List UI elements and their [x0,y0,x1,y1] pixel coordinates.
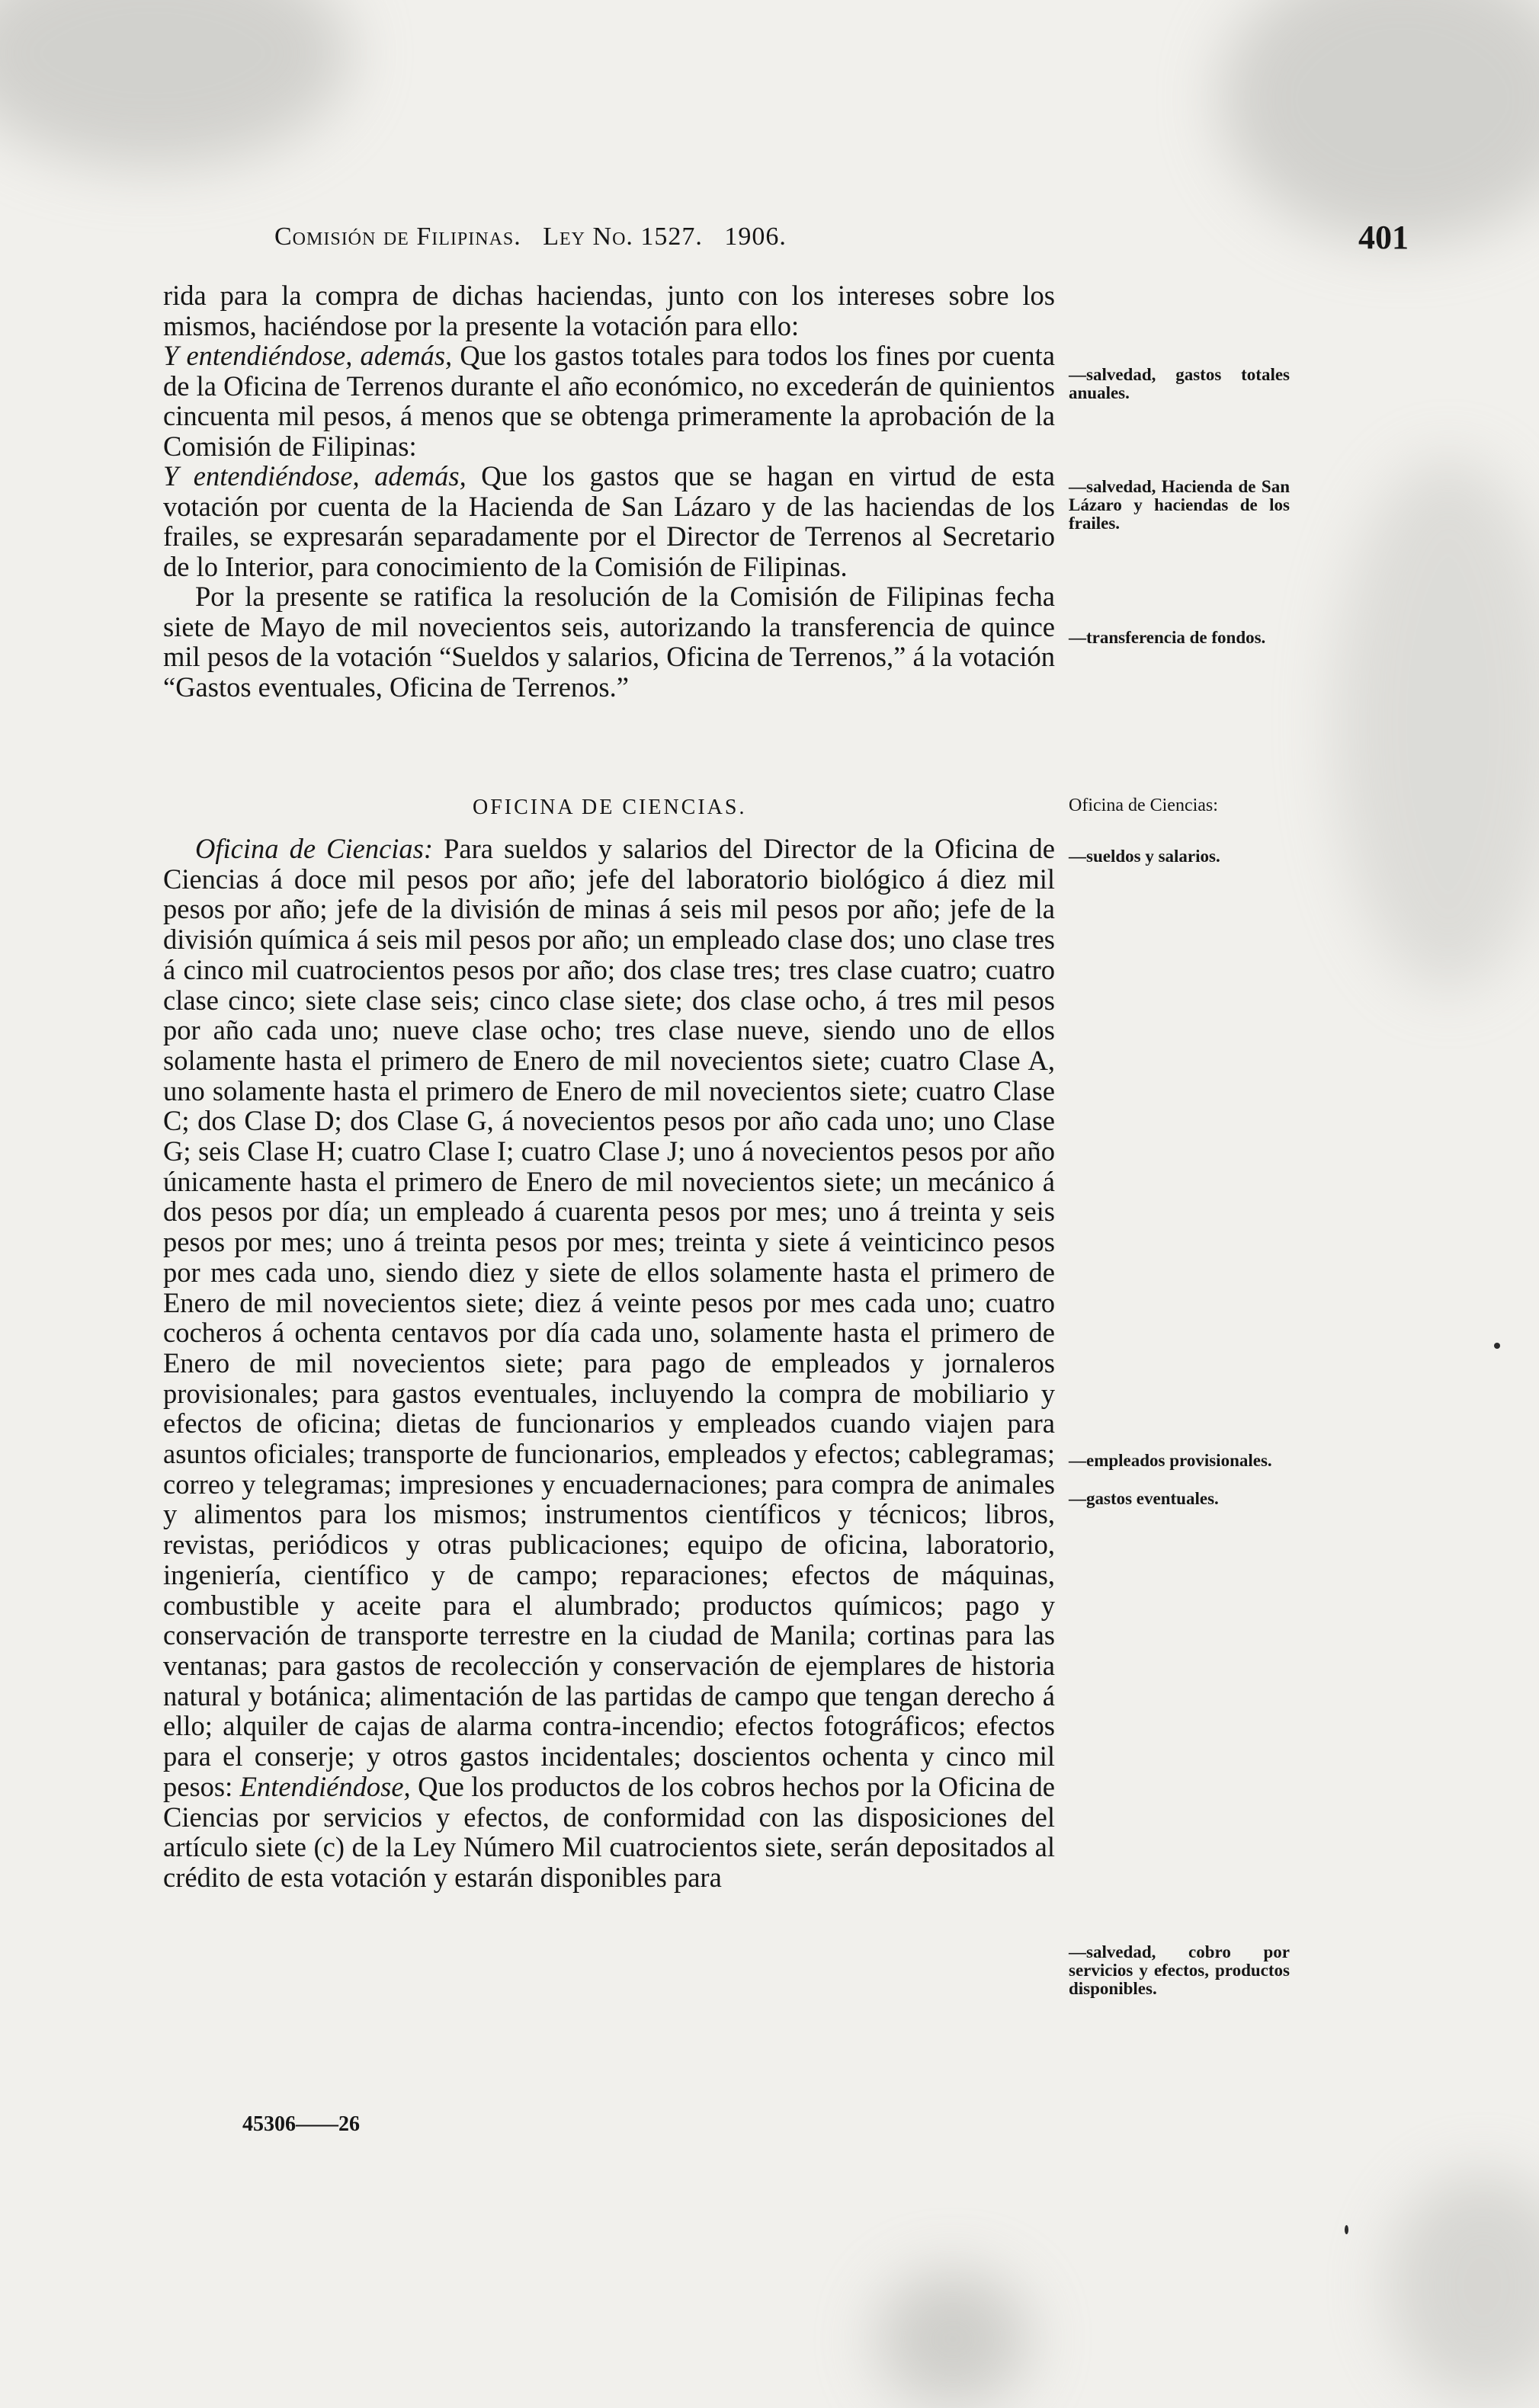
margin-note: —sueldos y salarios. [1069,847,1220,866]
paragraph: rida para la compra de dichas haciendas, junto con los intereses sobre los mismos, haciéndose por la presente la votación para ello: [163,280,1055,341]
page-number: 401 [1358,219,1409,256]
main-text-top [163,280,1055,702]
italic-lead: Y entendiéndose, además, [163,460,467,492]
header-title: Comisión de Filipinas. [274,223,521,251]
paragraph-text: Que los gastos totales para todos los fines por cuenta de la Oficina de Terrenos durante el año económico, no excederán de quinientos cincuenta mil pesos, á menos que se obtenga primeramente la aprobación de la Comisión de Filipinas: [163,340,1055,462]
italic-lead: Y entendiéndose, además, [163,340,453,371]
header-law: Ley No. 1527. [543,223,703,251]
paragraph [163,341,1055,461]
paragraph [163,834,1055,1893]
margin-note: —salvedad, cobro por servicios y efectos, productos disponibles. [1069,1942,1290,1998]
margin-note: —transferencia de fondos. [1069,628,1266,647]
paragraph-text: Para sueldos y salarios del Director de la Oficina de Ciencias á doce mil pesos por año; jefe del laboratorio biológico á diez mil pesos por año; jefe de la división de minas á seis mil pesos por año; jefe de la división química á seis mil pesos por año; un empleado clase dos; uno clase tres á cinco mil cuatrocientos pesos por año; dos clase tres; tres clase cuatro; cuatro clase cinco; siete clase seis; cinco clase siete; dos clase ocho, á tres mil pesos por año cada uno; nueve clase ocho; tres clase nueve, siendo uno de ellos solamente hasta el primero de Enero de mil novecientos siete; cuatro Clase A, uno solamente hasta el primero de Enero de mil novecientos siete; cuatro Clase C; dos Clase D; dos Clase G, á novecientos pesos por año cada uno; uno Clase G; seis Clase H; cuatro Clase I; cuatro Clase J; uno á novecientos pesos por año únicamente hasta el primero de Enero de mil novecientos siete; un mecánico á dos pesos por día; un empleado á cuarenta pesos por mes; uno á treinta y seis pesos por mes; uno á treinta pesos por mes; treinta y siete á veinticinco pesos por mes cada uno, siendo diez y siete de ellos solamente hasta el primero de Enero de mil novecientos siete; diez á veinte pesos por mes cada uno; cuatro cocheros á ochenta centavos por día cada uno, solamente hasta el primero de Enero de mil novecientos siete; para pago de empleados y jornaleros provisionales; para gastos eventuales, incluyendo la compra de mobiliario y efectos de oficina; dietas de funcionarios y empleados cuando viajen para asuntos oficiales; transporte de funcionarios, empleados y efectos; cablegramas; correo y telegramas; impresiones y encuadernaciones; para compra de animales y alimentos para los mismos; instrumentos científicos y técnicos; libros, revistas, periódicos y otras publicaciones; equipo de oficina, laboratorio, ingeniería, científico y de campo; reparaciones; efectos de máquinas, combustible y aceite para el alumbrado; productos químicos; pago y conservación de transporte terrestre en la ciudad de Manila; cortinas para las ventanas; para gastos de recolección y conservación de ejemplares de historia natural y botánica; alimentación de las partidas de campo que tengan derecho á ello; alquiler de cajas de alarma contra-incendio; efectos fotográficos; efectos para el conserje; y otros gastos incidentales; doscientos ochenta y cinco mil pesos: [163,833,1056,1802]
margin-note: —gastos eventuales. [1069,1489,1219,1508]
margin-note: —salvedad, gastos totales anuales. [1069,365,1290,402]
margin-note: —salvedad, Hacienda de San Lázaro y haciendas de los frailes. [1069,477,1290,533]
printer-signature: 45306——26 [242,2112,360,2136]
margin-note: —empleados provisionales. [1069,1451,1272,1470]
paragraph-text: Que los gastos que se hagan en virtud de esta votación por cuenta de la Hacienda de San Lázaro y de las haciendas de los frailes, se expresarán separadamente por el Director de Terrenos al Secretario de lo Interior, para conocimiento de la Comisión de Filipinas. [163,460,1055,582]
main-text-section [163,834,1055,1893]
italic-lead: Oficina de Ciencias: [195,833,434,864]
paragraph: Por la presente se ratifica la resolución de la Comisión de Filipinas fecha siete de Mayo de mil novecientos seis, autorizando la transferencia de quince mil pesos de la votación “Sueldos y salarios, Oficina de Terrenos,” á la votación “Gastos eventuales, Oficina de Terrenos.” [163,581,1055,703]
margin-note: Oficina de Ciencias: [1069,796,1218,815]
header-year: 1906. [724,223,787,251]
italic-lead: Entendiéndose, [239,1770,411,1802]
running-header [274,223,787,251]
paragraph [163,461,1055,581]
section-title: OFICINA DE CIENCIAS. [473,796,747,819]
paragraph-text: Que los productos de los cobros hechos por la Oficina de Ciencias por servicios y efectos, de conformidad con las disposiciones del artículo siete (c) de la Ley Número Mil cuatrocientos siete, serán depositados al crédito de esta votación y estarán disponibles para [163,1770,1055,1893]
